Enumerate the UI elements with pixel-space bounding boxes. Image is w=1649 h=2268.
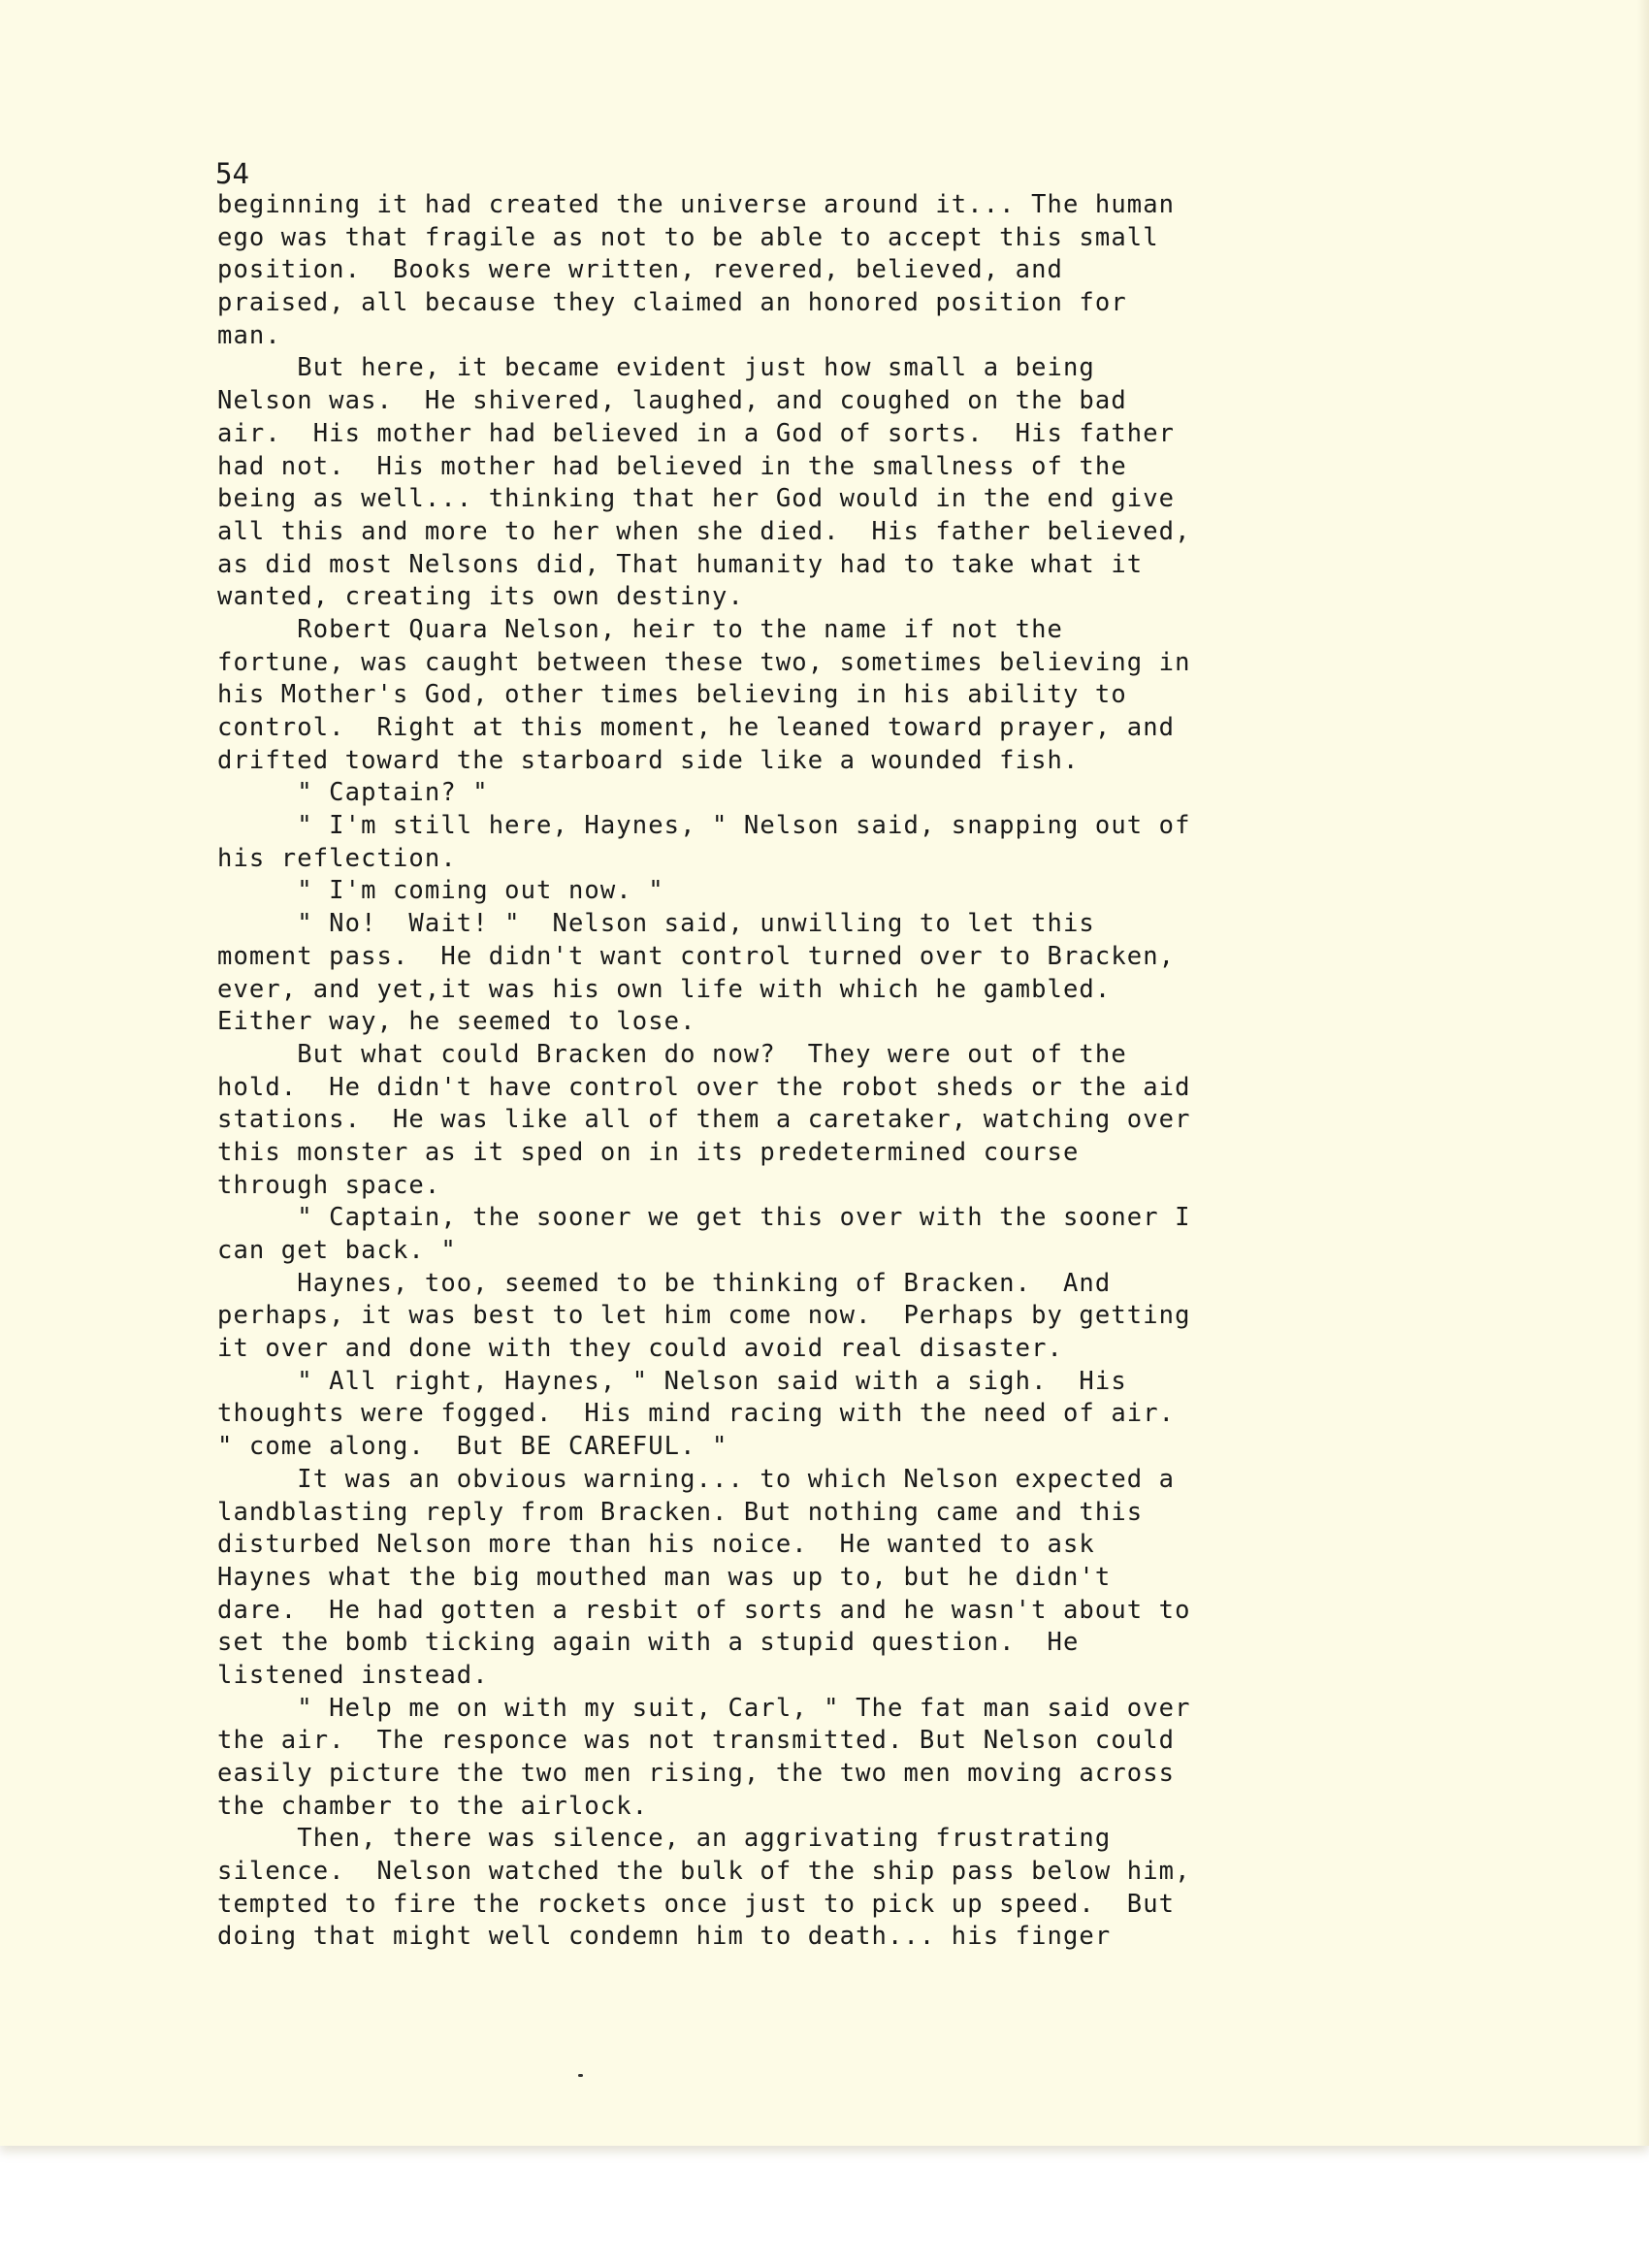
ink-speck: [578, 2074, 583, 2077]
text-line: this monster as it sped on in its predetermined course: [217, 1137, 1080, 1167]
text-line: listened instead.: [217, 1660, 489, 1690]
text-line: position. Books were written, revered, believed, and: [217, 255, 1063, 285]
text-line: easily picture the two men rising, the two men moving across: [217, 1759, 1176, 1788]
text-line: landblasting reply from Bracken. But nothing came and this: [217, 1497, 1144, 1527]
manuscript-text: [217, 189, 1478, 1954]
text-line: Then, there was silence, an aggrivating frustrating: [217, 1824, 1112, 1854]
text-line: praised, all because they claimed an honored position for: [217, 288, 1127, 318]
text-line: stations. He was like all of them a caretaker, watching over: [217, 1105, 1191, 1135]
text-line: had not. His mother had believed in the smallness of the: [217, 451, 1127, 481]
text-line: drifted toward the starboard side like a wounded fish.: [217, 745, 1080, 775]
text-line: But here, it became evident just how small a being: [217, 353, 1095, 383]
text-line: disturbed Nelson more than his noice. He wanted to ask: [217, 1530, 1095, 1560]
text-line: set the bomb ticking again with a stupid question. He: [217, 1628, 1080, 1658]
text-line: Haynes, too, seemed to be thinking of Bracken. And: [217, 1268, 1112, 1298]
text-line: the air. The responce was not transmitted. But Nelson could: [217, 1726, 1176, 1756]
text-line: as did most Nelsons did, That humanity had to take what it: [217, 549, 1144, 579]
text-line: Nelson was. He shivered, laughed, and coughed on the bad: [217, 386, 1127, 416]
text-line: all this and more to her when she died. His father believed,: [217, 516, 1191, 546]
text-line: through space.: [217, 1170, 441, 1200]
text-line: " Captain, the sooner we get this over with the sooner I: [217, 1203, 1191, 1233]
text-line: dare. He had gotten a resbit of sorts and he wasn't about to: [217, 1595, 1191, 1625]
text-line: " No! Wait! " Nelson said, unwilling to let this: [217, 909, 1095, 939]
text-line: beginning it had created the universe around it... The human: [217, 190, 1176, 219]
text-line: it over and done with they could avoid real disaster.: [217, 1334, 1063, 1364]
text-line: control. Right at this moment, he leaned toward prayer, and: [217, 713, 1176, 742]
text-line: tempted to fire the rockets once just to pick up speed. But: [217, 1889, 1176, 1919]
text-line: perhaps, it was best to let him come now. Perhaps by getting: [217, 1301, 1191, 1331]
text-line: " Captain? ": [217, 778, 489, 808]
text-line: wanted, creating its own destiny.: [217, 582, 744, 612]
text-line: ego was that fragile as not to be able to accept this small: [217, 222, 1159, 252]
text-line: can get back. ": [217, 1236, 457, 1265]
text-line: It was an obvious warning... to which Nelson expected a: [217, 1464, 1176, 1494]
text-line: man.: [217, 320, 281, 350]
text-line: " I'm coming out now. ": [217, 876, 664, 906]
text-line: his reflection.: [217, 843, 457, 873]
text-line: being as well... thinking that her God would in the end give: [217, 484, 1176, 514]
text-line: " come along. But BE CAREFUL. ": [217, 1432, 728, 1462]
text-line: Haynes what the big mouthed man was up to, but he didn't: [217, 1562, 1112, 1592]
text-line: Either way, he seemed to lose.: [217, 1007, 696, 1037]
text-line: " I'm still here, Haynes, " Nelson said, snapping out of: [217, 811, 1191, 841]
text-line: doing that might well condemn him to death... his finger: [217, 1922, 1112, 1952]
text-line: moment pass. He didn't want control turned over to Bracken,: [217, 941, 1176, 971]
text-line: " Help me on with my suit, Carl, " The fat man said over: [217, 1693, 1191, 1723]
text-line: thoughts were fogged. His mind racing with the need of air.: [217, 1399, 1176, 1429]
text-line: Robert Quara Nelson, heir to the name if not the: [217, 614, 1063, 644]
text-line: " All right, Haynes, " Nelson said with a sigh. His: [217, 1366, 1127, 1396]
text-line: hold. He didn't have control over the robot sheds or the aid: [217, 1072, 1191, 1102]
text-line: But what could Bracken do now? They were out of the: [217, 1039, 1127, 1069]
text-line: the chamber to the airlock.: [217, 1791, 649, 1821]
page-number: 54: [215, 157, 249, 190]
text-line: air. His mother had believed in a God of sorts. His father: [217, 418, 1176, 448]
text-line: fortune, was caught between these two, sometimes believing in: [217, 647, 1191, 677]
text-line: his Mother's God, other times believing in his ability to: [217, 680, 1127, 710]
text-line: ever, and yet,it was his own life with which he gambled.: [217, 974, 1112, 1004]
text-line: silence. Nelson watched the bulk of the ship pass below him,: [217, 1857, 1191, 1887]
